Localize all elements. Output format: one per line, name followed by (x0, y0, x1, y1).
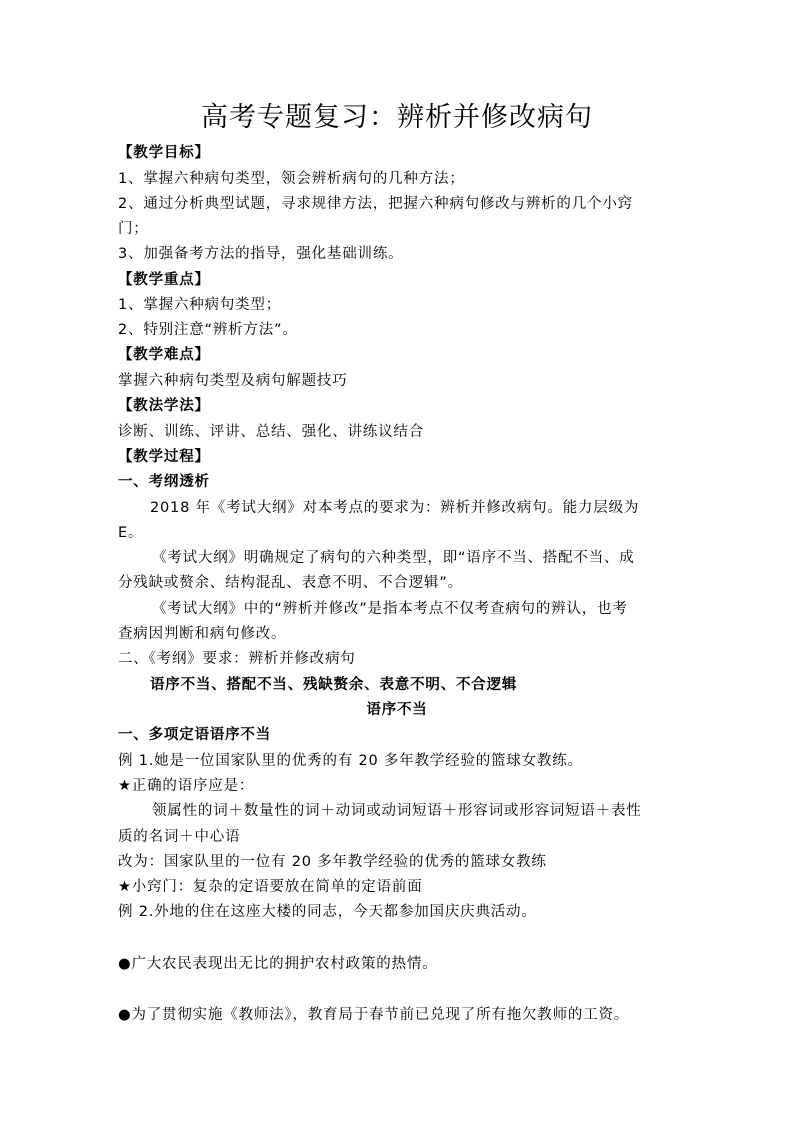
goal-1: 1、掌握六种病句类型，领会辨析病句的几种方法； (118, 171, 465, 187)
goal-3: 3、加强备考方法的指导，强化基础训练。 (118, 246, 404, 262)
example-1: 例 1.她是一位国家队里的优秀的有 20 多年教学经验的篮球女教练。 (118, 753, 583, 769)
paragraph-syllabus-3: 《考试大纲》中的“辨析并修改”是指本考点不仅考查病句的辨认，也考 (152, 601, 628, 617)
error-types-list: 语序不当、搭配不当、残缺赘余、表意不明、不合逻辑 (150, 677, 518, 693)
paragraph-syllabus-1: 2018 年《考试大纲》对本考点的要求为：辨析并修改病句。能力层级为 (150, 500, 640, 516)
section-heading-difficulties: 【教学难点】 (118, 347, 210, 363)
key-point-2: 2、特别注意“辨析方法”。 (118, 322, 298, 338)
paragraph-syllabus-3-continued: 查病因判断和病句修改。 (118, 626, 287, 642)
section-heading-process: 【教学过程】 (118, 449, 210, 465)
section-heading-methods: 【教法学法】 (118, 398, 210, 414)
correct-order-rule-continued: 质的名词＋中心语 (118, 829, 241, 845)
subheading-attributive-order: 一、多项定语语序不当 (118, 727, 271, 743)
example-2: 例 2.外地的住在这座大楼的同志，今天都参加国庆庆典活动。 (118, 904, 537, 920)
difficulty-text: 掌握六种病句类型及病句解题技巧 (118, 373, 348, 389)
correct-order-rule: 领属性的词＋数量性的词＋动词或动词短语＋形容词或形容词短语＋表性 (152, 803, 642, 819)
document-title: 高考专题复习：辨析并修改病句 (201, 102, 593, 133)
section-heading-key-points: 【教学重点】 (118, 272, 210, 288)
goal-2-continued: 门； (118, 221, 149, 237)
section-heading-goals: 【教学目标】 (118, 145, 210, 161)
topic-heading-word-order: 语序不当 (366, 702, 428, 718)
tip-text: ★小窍门：复杂的定语要放在简单的定语前面 (118, 879, 423, 895)
paragraph-syllabus-2-continued: 分残缺或赘余、结构混乱、表意不明、不合逻辑”。 (118, 575, 463, 591)
goal-2: 2、通过分析典型试题，寻求规律方法，把握六种病句修改与辨析的几个小窍 (118, 196, 633, 212)
paragraph-syllabus-2: 《考试大纲》明确规定了病句的六种类型，即“语序不当、搭配不当、成 (152, 550, 635, 566)
subheading-syllabus-requirement: 二、《考纲》要求：辨析并修改病句 (118, 651, 356, 667)
example-1-correction: 改为：国家队里的一位有 20 多年教学经验的优秀的篮球女教练 (118, 854, 547, 870)
practice-sentence-2: ●为了贯彻实施《教师法》，教育局于春节前已兑现了所有拖欠教师的工资。 (118, 1007, 630, 1023)
correct-order-label: ★正确的语序应是： (118, 778, 255, 794)
methods-text: 诊断、训练、评讲、总结、强化、讲练议结合 (118, 424, 424, 440)
paragraph-syllabus-1-continued: E。 (118, 525, 144, 541)
subheading-syllabus-analysis: 一、考纲透析 (118, 474, 210, 490)
practice-sentence-1: ●广大农民表现出无比的拥护农村政策的热情。 (118, 956, 438, 972)
key-point-1: 1、掌握六种病句类型； (118, 297, 282, 313)
